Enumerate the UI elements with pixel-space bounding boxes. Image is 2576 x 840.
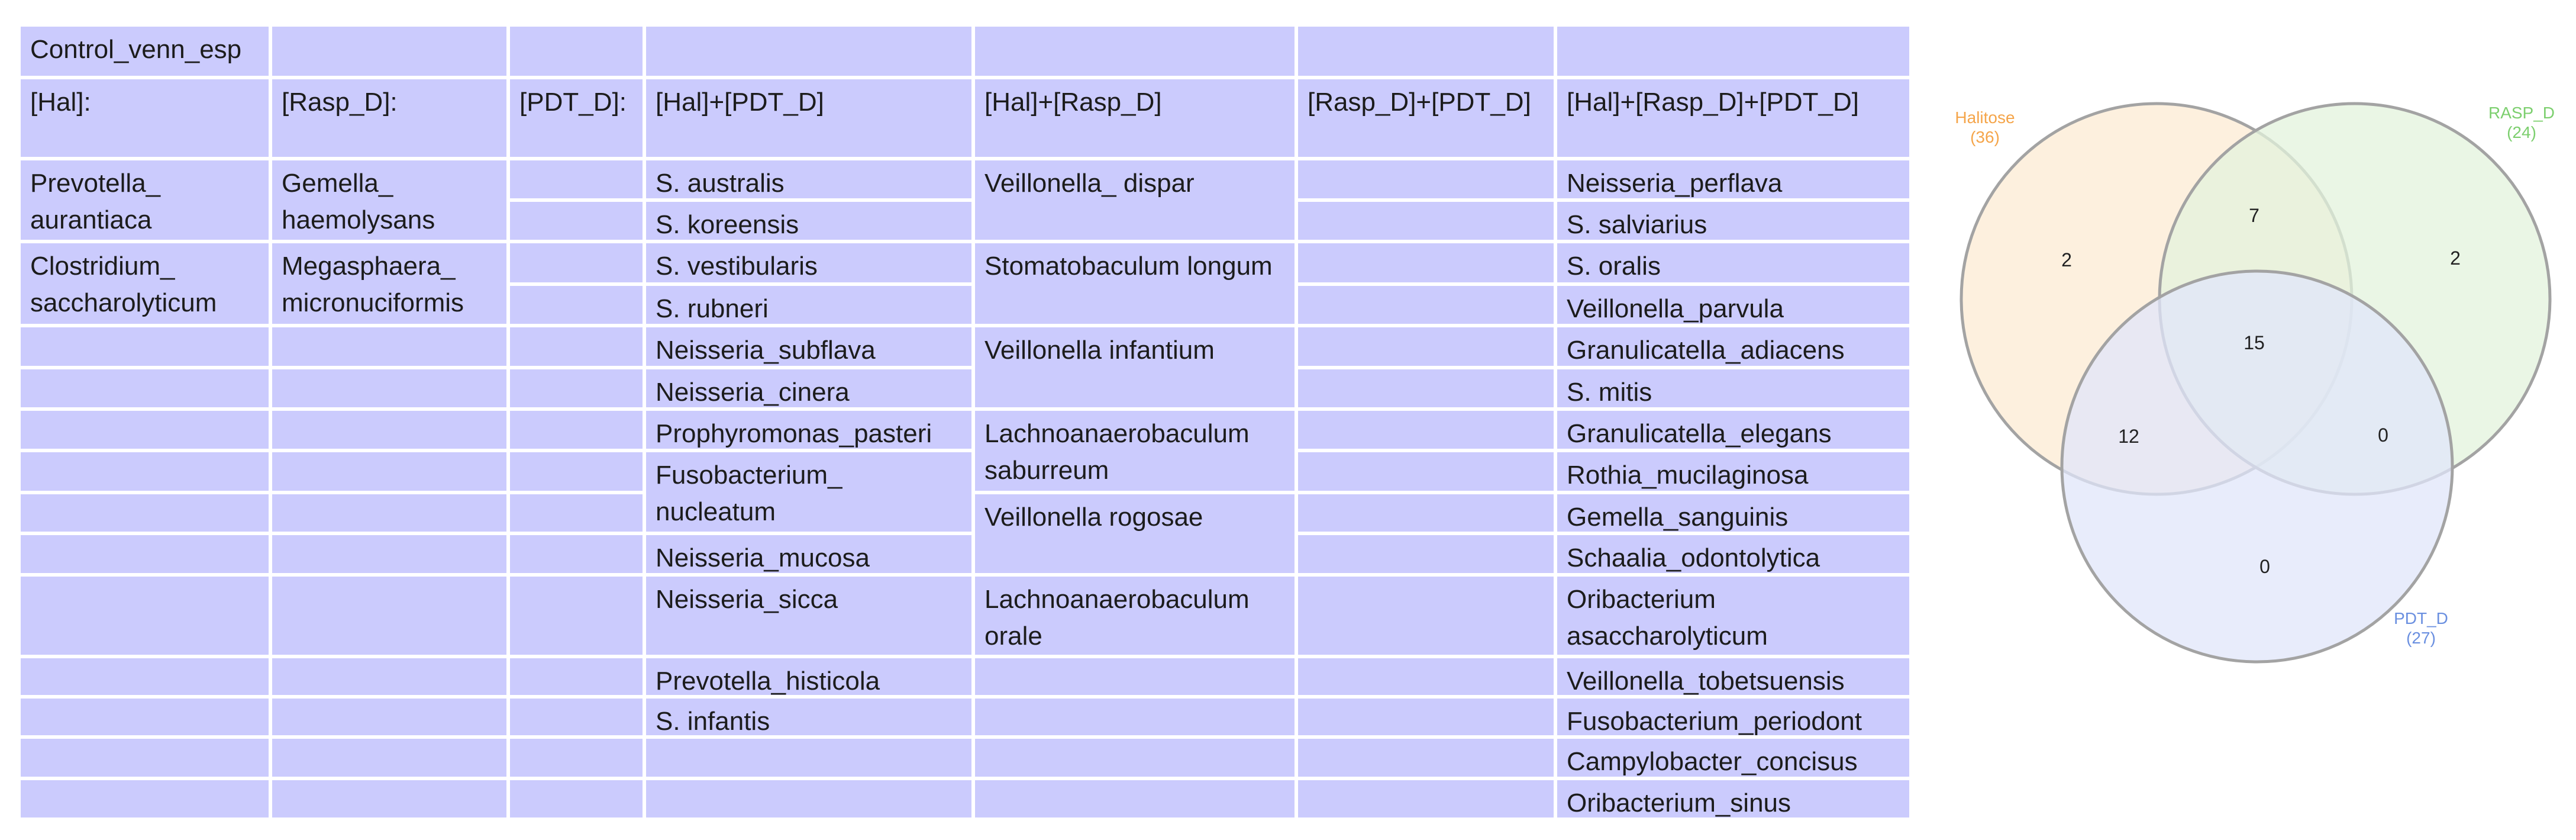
species-cell: Neisseria_mucosa bbox=[646, 535, 971, 573]
empty-cell bbox=[272, 452, 506, 491]
column-header: [Rasp_D]+[PDT_D] bbox=[1298, 79, 1554, 157]
species-cell: Veillonella_tobetsuensis bbox=[1557, 658, 1909, 695]
species-cell: Neisseria_sicca bbox=[646, 577, 971, 655]
empty-cell bbox=[21, 535, 269, 573]
species-cell: Oribacterium_sinus bbox=[1557, 780, 1909, 818]
empty-cell bbox=[510, 699, 643, 735]
empty-cell bbox=[975, 739, 1295, 777]
species-cell: Granulicatella_adiacens bbox=[1557, 327, 1909, 366]
rasp-d-count: (24) bbox=[2507, 123, 2536, 141]
empty-cell bbox=[510, 739, 643, 777]
empty-cell bbox=[21, 411, 269, 449]
empty-cell bbox=[1298, 369, 1554, 407]
empty-cell bbox=[21, 452, 269, 491]
empty-cell bbox=[1298, 739, 1554, 777]
venn-diagram bbox=[1941, 89, 2562, 675]
column-header: [Hal]+[PDT_D] bbox=[646, 79, 971, 157]
empty-cell bbox=[1298, 286, 1554, 324]
region-halitose-only: 2 bbox=[2061, 249, 2072, 271]
empty-cell bbox=[510, 535, 643, 573]
species-cell: Prevotella_histicola bbox=[646, 658, 971, 695]
empty-cell bbox=[510, 494, 643, 532]
species-cell: Neisseria_perflava bbox=[1557, 160, 1909, 198]
region-halitose-pdt: 12 bbox=[2118, 426, 2139, 447]
empty-cell bbox=[1298, 494, 1554, 532]
species-cell: S. salviarius bbox=[1557, 202, 1909, 240]
column-header: [Hal]+[Rasp_D] bbox=[975, 79, 1295, 157]
empty-cell bbox=[1298, 780, 1554, 818]
pdt-d-label: PDT_D bbox=[2394, 609, 2448, 627]
empty-cell bbox=[646, 27, 971, 76]
empty-cell bbox=[975, 27, 1295, 76]
empty-cell bbox=[975, 658, 1295, 695]
empty-cell bbox=[272, 494, 506, 532]
species-cell: Clostridium_ saccharolyticum bbox=[21, 243, 269, 324]
species-cell: Rothia_mucilaginosa bbox=[1557, 452, 1909, 491]
empty-cell bbox=[510, 160, 643, 198]
empty-cell bbox=[646, 739, 971, 777]
pdt-d-circle bbox=[2062, 271, 2452, 662]
empty-cell bbox=[272, 27, 506, 76]
empty-cell bbox=[510, 577, 643, 655]
empty-cell bbox=[1298, 160, 1554, 198]
halitose-label: Halitose bbox=[1955, 108, 2015, 127]
empty-cell bbox=[21, 658, 269, 695]
species-cell: Schaalia_odontolytica bbox=[1557, 535, 1909, 573]
region-halitose-rasp: 7 bbox=[2249, 205, 2259, 226]
empty-cell bbox=[975, 780, 1295, 818]
species-cell: Megasphaera_ micronuciformis bbox=[272, 243, 506, 324]
empty-cell bbox=[1298, 243, 1554, 282]
species-cell: Campylobacter_concisus bbox=[1557, 739, 1909, 777]
empty-cell bbox=[272, 369, 506, 407]
empty-cell bbox=[510, 327, 643, 366]
empty-cell bbox=[1298, 658, 1554, 695]
empty-cell bbox=[21, 494, 269, 532]
empty-cell bbox=[272, 658, 506, 695]
empty-cell bbox=[21, 699, 269, 735]
empty-cell bbox=[21, 739, 269, 777]
species-cell: S. infantis bbox=[646, 699, 971, 735]
table-title: Control_venn_esp bbox=[21, 27, 269, 76]
species-cell: Veillonella infantium bbox=[975, 327, 1295, 407]
empty-cell bbox=[1298, 535, 1554, 573]
empty-cell bbox=[21, 369, 269, 407]
empty-cell bbox=[510, 658, 643, 695]
species-cell: Oribacterium asaccharolyticum bbox=[1557, 577, 1909, 655]
species-cell: Veillonella_ dispar bbox=[975, 160, 1295, 240]
empty-cell bbox=[510, 411, 643, 449]
column-header: [Hal]: bbox=[21, 79, 269, 157]
empty-cell bbox=[510, 27, 643, 76]
empty-cell bbox=[1298, 577, 1554, 655]
species-cell: Veillonella rogosae bbox=[975, 494, 1295, 573]
species-cell: Prophyromonas_pasteri bbox=[646, 411, 971, 449]
species-cell: S. australis bbox=[646, 160, 971, 198]
empty-cell bbox=[510, 202, 643, 240]
empty-cell bbox=[510, 452, 643, 491]
halitose-count: (36) bbox=[1970, 128, 2000, 146]
species-cell: Stomatobaculum longum bbox=[975, 243, 1295, 324]
empty-cell bbox=[272, 411, 506, 449]
empty-cell bbox=[272, 699, 506, 735]
species-cell: Veillonella_parvula bbox=[1557, 286, 1909, 324]
empty-cell bbox=[510, 286, 643, 324]
empty-cell bbox=[21, 780, 269, 818]
empty-cell bbox=[272, 780, 506, 818]
species-cell: Neisseria_subflava bbox=[646, 327, 971, 366]
column-header: [PDT_D]: bbox=[510, 79, 643, 157]
empty-cell bbox=[646, 780, 971, 818]
empty-cell bbox=[510, 369, 643, 407]
empty-cell bbox=[510, 243, 643, 282]
species-cell: S. vestibularis bbox=[646, 243, 971, 282]
rasp-d-label: RASP_D bbox=[2488, 104, 2555, 122]
species-cell: S. koreensis bbox=[646, 202, 971, 240]
species-cell: Lachnoanaerobaculum orale bbox=[975, 577, 1295, 655]
empty-cell bbox=[272, 739, 506, 777]
species-cell: Neisseria_cinera bbox=[646, 369, 971, 407]
species-cell: S. mitis bbox=[1557, 369, 1909, 407]
empty-cell bbox=[510, 780, 643, 818]
empty-cell bbox=[1298, 202, 1554, 240]
species-cell: Lachnoanaerobaculum saburreum bbox=[975, 411, 1295, 491]
species-cell: Gemella_ haemolysans bbox=[272, 160, 506, 240]
empty-cell bbox=[975, 699, 1295, 735]
empty-cell bbox=[272, 577, 506, 655]
column-header: [Hal]+[Rasp_D]+[PDT_D] bbox=[1557, 79, 1909, 157]
column-header: [Rasp_D]: bbox=[272, 79, 506, 157]
region-all-three: 15 bbox=[2243, 332, 2265, 353]
empty-cell bbox=[1298, 27, 1554, 76]
empty-cell bbox=[21, 327, 269, 366]
region-rasp-only: 2 bbox=[2450, 247, 2461, 269]
species-cell: Granulicatella_elegans bbox=[1557, 411, 1909, 449]
region-pdt-only: 0 bbox=[2259, 556, 2270, 577]
empty-cell bbox=[1557, 27, 1909, 76]
species-cell: Prevotella_ aurantiaca bbox=[21, 160, 269, 240]
empty-cell bbox=[1298, 327, 1554, 366]
species-cell: Fusobacterium_ nucleatum bbox=[646, 452, 971, 532]
region-rasp-pdt: 0 bbox=[2378, 424, 2388, 446]
species-cell: Gemella_sanguinis bbox=[1557, 494, 1909, 532]
empty-cell bbox=[272, 327, 506, 366]
species-cell: Fusobacterium_periodont bbox=[1557, 699, 1909, 735]
pdt-d-count: (27) bbox=[2406, 629, 2436, 647]
empty-cell bbox=[21, 577, 269, 655]
empty-cell bbox=[1298, 452, 1554, 491]
species-cell: S. rubneri bbox=[646, 286, 971, 324]
empty-cell bbox=[272, 535, 506, 573]
empty-cell bbox=[1298, 411, 1554, 449]
empty-cell bbox=[1298, 699, 1554, 735]
species-cell: S. oralis bbox=[1557, 243, 1909, 282]
